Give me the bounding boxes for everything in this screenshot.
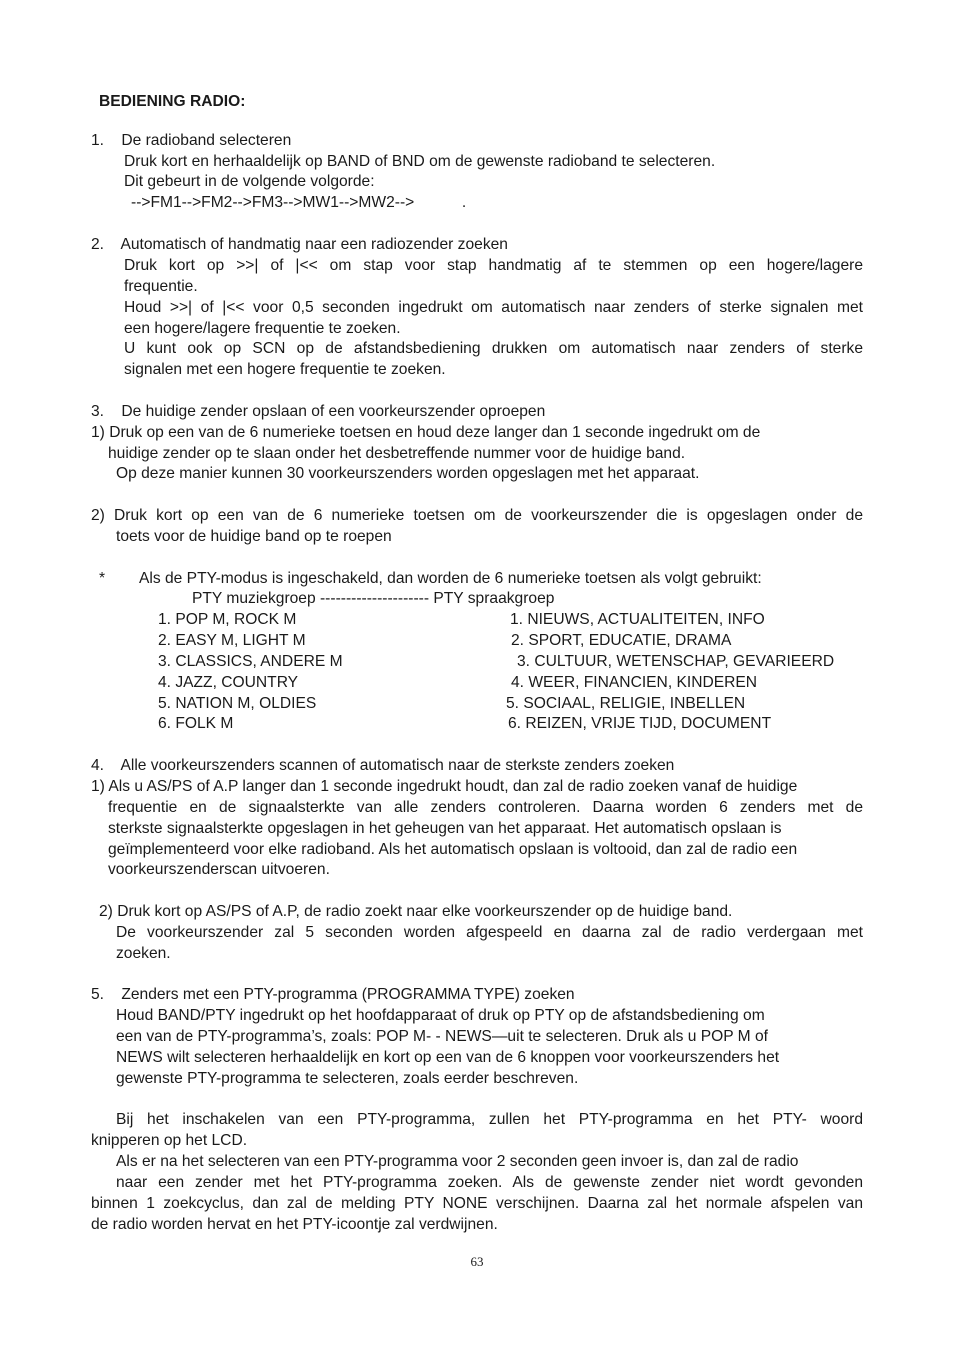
pty-music-item: 6. FOLK M bbox=[158, 715, 234, 732]
section-2-line: U kunt ook op SCN op de afstandsbediening drukken om automatisch naar zenders of sterke bbox=[124, 340, 863, 357]
section-4-line: voorkeurszenderscan uitvoeren. bbox=[108, 861, 330, 878]
pty-intro: Als de PTY-modus is ingeschakeld, dan worden de 6 numerieke toetsen als volgt gebruikt: bbox=[139, 570, 762, 587]
pty-speech-item: 2. SPORT, EDUCATIE, DRAMA bbox=[511, 632, 732, 649]
pty-speech-item: 5. SOCIAAL, RELIGIE, INBELLEN bbox=[506, 695, 746, 712]
section-2-line: Druk kort op >>| of |<< om stap voor stap handmatig af te stemmen op een hogere/lagere bbox=[124, 257, 863, 274]
section-4-line: frequentie en de signaalsterkte van alle zenders controleren. Daarna worden 6 zenders met de bbox=[108, 799, 863, 816]
section-1-line: Druk kort en herhaaldelijk op BAND of BND om de gewenste radioband te selecteren. bbox=[124, 153, 716, 170]
section-3-line: toets voor de huidige band op te roepen bbox=[116, 528, 392, 545]
pty-music-item: 5. NATION M, OLDIES bbox=[158, 695, 317, 712]
section-5-line: Als er na het selecteren van een PTY-programma voor 2 seconden geen invoer is, dan zal de radio bbox=[116, 1153, 799, 1170]
section-3-line: Op deze manier kunnen 30 voorkeurszenders worden opgeslagen met het apparaat. bbox=[116, 465, 700, 482]
section-1-line: Dit gebeurt in de volgende volgorde: bbox=[124, 173, 375, 190]
pty-group-header: PTY muziekgroep --------------------- PTY spraakgroep bbox=[192, 590, 555, 607]
section-5-heading: 5. Zenders met een PTY-programma (PROGRAMMA TYPE) zoeken bbox=[91, 986, 575, 1003]
pty-music-item: 3. CLASSICS, ANDERE M bbox=[158, 653, 343, 670]
pty-music-item: 4. JAZZ, COUNTRY bbox=[158, 674, 299, 691]
pty-music-item: 1. POP M, ROCK M bbox=[158, 611, 297, 628]
section-5-line: een van de PTY-programma’s, zoals: POP M- - NEWS—uit te selecteren. Druk als u POP M of bbox=[116, 1028, 769, 1045]
pty-speech-item: 6. REIZEN, VRIJE TIJD, DOCUMENT bbox=[508, 715, 772, 732]
pty-speech-item: 3. CULTUUR, WETENSCHAP, GEVARIEERD bbox=[517, 653, 835, 670]
section-2-line: signalen met een hogere frequentie te zoeken. bbox=[124, 361, 446, 378]
section-4-line: 1) Als u AS/PS of A.P langer dan 1 seconde ingedrukt houdt, dan zal de radio zoeken vanaf de huidige bbox=[91, 778, 798, 795]
section-5-line: naar een zender met het PTY-programma zoeken. Als de gewenste zender niet wordt gevonden bbox=[116, 1174, 863, 1191]
section-3-line: huidige zender op te slaan onder het desbetreffende nummer voor de huidige band. bbox=[108, 445, 686, 462]
band-sequence: -->FM1-->FM2-->FM3-->MW1-->MW2--> . bbox=[131, 194, 467, 211]
section-2-line: Houd >>| of |<< voor 0,5 seconden ingedrukt om automatisch naar zenders of sterke signalen met bbox=[124, 299, 863, 316]
section-4-line: De voorkeurszender zal 5 seconden worden afgespeeld en daarna zal de radio verdergaan met bbox=[116, 924, 863, 941]
section-4-line: geïmplementeerd voor elke radioband. Als het automatisch opslaan is voltooid, dan zal de radio een bbox=[108, 841, 798, 858]
section-3-line: 2) Druk kort op een van de 6 numerieke toetsen om de voorkeurszender die is opgeslagen onder de bbox=[91, 507, 863, 524]
pty-speech-item: 1. NIEUWS, ACTUALITEITEN, INFO bbox=[510, 611, 765, 628]
section-4-line: zoeken. bbox=[116, 945, 171, 962]
page-number: 63 bbox=[470, 1254, 484, 1269]
pty-speech-item: 4. WEER, FINANCIEN, KINDEREN bbox=[511, 674, 758, 691]
section-5-line: gewenste PTY-programma te selecteren, zoals eerder beschreven. bbox=[116, 1070, 579, 1087]
section-5-line: de radio worden hervat en het PTY-icoontje zal verdwijnen. bbox=[91, 1216, 498, 1233]
section-4-line: sterkste signaalsterkte opgeslagen in het geheugen van het apparaat. Het automatisch opslaan is bbox=[108, 820, 782, 837]
section-4-heading: 4. Alle voorkeurszenders scannen of automatisch naar de sterkste zenders zoeken bbox=[91, 757, 675, 774]
pty-music-item: 2. EASY M, LIGHT M bbox=[158, 632, 306, 649]
section-5-line: knipperen op het LCD. bbox=[91, 1132, 248, 1149]
section-2-heading: 2. Automatisch of handmatig naar een radiozender zoeken bbox=[91, 236, 508, 253]
section-5-line: Houd BAND/PTY ingedrukt op het hoofdapparaat of druk op PTY op de afstandsbediening om bbox=[116, 1007, 765, 1024]
section-2-line: een hogere/lagere frequentie te zoeken. bbox=[124, 320, 401, 337]
bullet-star: * bbox=[99, 570, 106, 587]
section-5-line: binnen 1 zoekcyclus, dan zal de melding PTY NONE verschijnen. Daarna zal het normale afspelen van bbox=[91, 1195, 863, 1212]
section-2-line: frequentie. bbox=[124, 278, 198, 295]
section-3-heading: 3. De huidige zender opslaan of een voorkeurszender oproepen bbox=[91, 403, 546, 420]
section-5-line: NEWS wilt selecteren herhaaldelijk en kort op een van de 6 knoppen voor voorkeurszenders het bbox=[116, 1049, 780, 1066]
page-title: BEDIENING RADIO: bbox=[99, 93, 246, 110]
section-4-line: 2) Druk kort op AS/PS of A.P, de radio zoekt naar elke voorkeurszender op de huidige band. bbox=[99, 903, 733, 920]
section-5-line: Bij het inschakelen van een PTY-programma, zullen het PTY-programma en het PTY- woord bbox=[116, 1111, 863, 1128]
section-3-line: 1) Druk op een van de 6 numerieke toetsen en houd deze langer dan 1 seconde ingedrukt om de bbox=[91, 424, 761, 441]
section-1-heading: 1. De radioband selecteren bbox=[91, 132, 292, 149]
